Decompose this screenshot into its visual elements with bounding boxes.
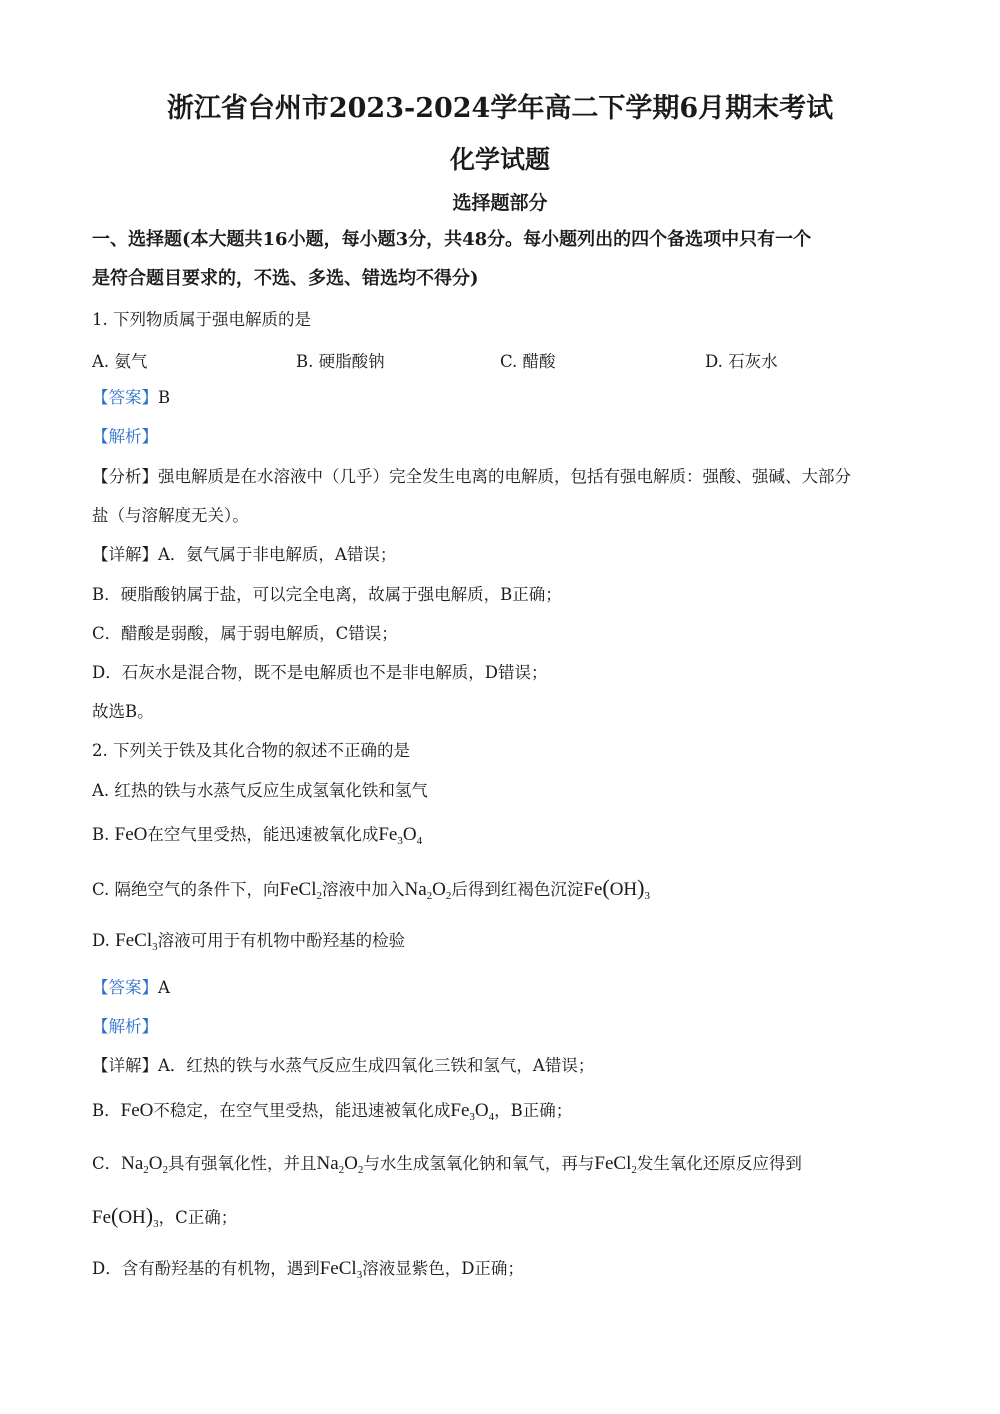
- option-b-text: 在空气里受热，能迅速被氧化成: [147, 825, 379, 844]
- part-title: 选择题部分: [452, 192, 548, 214]
- q2-option-b: [92, 824, 422, 846]
- q2-option-d: [92, 930, 405, 952]
- detail-b-suffix: ，B正确；: [494, 1101, 573, 1120]
- formula-fecl2: FeCl$_2$: [594, 1153, 637, 1176]
- q1-option-b: B. 硬脂酸钠: [296, 352, 385, 371]
- q1-answer: B: [158, 388, 171, 407]
- q1-option-c: C. 醋酸: [500, 352, 556, 371]
- q2-stem: 2. 下列关于铁及其化合物的叙述不正确的是: [92, 741, 410, 760]
- exam-title: 浙江省台州市2023-2024学年高二下学期6月期末考试: [166, 93, 834, 124]
- subject-title: 化学试题: [449, 145, 550, 174]
- q1-conclusion: 故选B。: [92, 702, 154, 721]
- q1-stem: 1. 下列物质属于强电解质的是: [92, 310, 311, 329]
- formula-fecl3: FeCl$_3$: [115, 930, 158, 953]
- detail-d-text-2: 溶液显紫色，D正确；: [362, 1259, 524, 1278]
- fenxi-text-1: 强电解质是在水溶液中（几乎）完全发生电离的电解质，包括有强电解质：强酸、强碱、大部分: [158, 467, 851, 486]
- q2-answer-row: [92, 977, 170, 999]
- q2-option-a: A. 红热的铁与水蒸气反应生成氢氧化铁和氢气: [92, 781, 428, 800]
- formula-fecl2: FeCl$_2$: [279, 879, 322, 902]
- detail-c-prefix: C．: [92, 1154, 122, 1173]
- formula-na2o2: $Na_2O_2$: [121, 1153, 169, 1176]
- formula-na2o2: $Na_2O_2$: [404, 879, 452, 902]
- q2-detail-b: [92, 1100, 572, 1122]
- q2-detail-a: [92, 1055, 594, 1077]
- answer-tag: 【答案】: [92, 388, 158, 407]
- detail-text-a: A．氨气属于非电解质，A错误；: [158, 545, 397, 564]
- q1-detail-c: C．醋酸是弱酸，属于弱电解质，C错误；: [92, 624, 398, 643]
- formula-fe3o4: $Fe_3O_4$: [378, 824, 423, 847]
- section-heading-line2: 是符合题目要求的，不选、多选、错选均不得分): [92, 268, 479, 289]
- formula-feoh3: $Fe(OH)_3$: [583, 875, 650, 902]
- q1-analysis-tag: 【解析】: [92, 427, 158, 446]
- option-c-text-1: C. 隔绝空气的条件下，向: [92, 880, 280, 899]
- q1-detail-d: D．石灰水是混合物，既不是电解质也不是非电解质，D错误；: [92, 663, 548, 682]
- q2-detail-d: [92, 1258, 524, 1280]
- answer-tag: 【答案】: [92, 978, 158, 997]
- q1-option-a: A. 氨气: [92, 352, 148, 371]
- q2-detail-c-line2: [92, 1205, 237, 1229]
- q1-detail-a: [92, 544, 396, 566]
- formula-fecl3: FeCl$_3$: [319, 1258, 363, 1281]
- detail-c-text-2: 与水生成氢氧化钠和氧气，再与: [363, 1154, 595, 1173]
- q2-detail-c-line1: [92, 1153, 802, 1175]
- formula-fe3o4: $Fe_3O_4$: [450, 1100, 495, 1123]
- option-letter: D.: [92, 931, 110, 950]
- formula-feo: FeO: [114, 824, 148, 845]
- fenxi-tag: 【分析】: [92, 467, 158, 486]
- formula-na2o2: $Na_2O_2$: [316, 1153, 364, 1176]
- formula-feoh3: $Fe(OH)_3$: [92, 1203, 159, 1230]
- q1-option-d: D. 石灰水: [705, 352, 778, 371]
- formula-feo: FeO: [120, 1100, 154, 1121]
- detail-d-text-1: D．含有酚羟基的有机物，遇到: [92, 1259, 320, 1278]
- detail-tag: 【详解】: [92, 1056, 158, 1075]
- option-letter: B.: [92, 825, 110, 844]
- detail-text-a: A．红热的铁与水蒸气反应生成四氧化三铁和氢气，A错误；: [158, 1056, 595, 1075]
- detail-tag: 【详解】: [92, 545, 158, 564]
- detail-c-text-1: 具有强氧化性，并且: [168, 1154, 317, 1173]
- q2-answer: A: [158, 978, 170, 997]
- q1-answer-row: [92, 387, 170, 409]
- q2-analysis-tag: 【解析】: [92, 1017, 158, 1036]
- q1-detail-b: B．硬脂酸钠属于盐，可以完全电离，故属于强电解质，B正确；: [92, 585, 562, 604]
- option-c-text-3: 后得到红褐色沉淀: [451, 880, 584, 899]
- q1-fenxi-line1: [92, 466, 851, 488]
- detail-b-text: 不稳定，在空气里受热，能迅速被氧化成: [153, 1101, 451, 1120]
- detail-c-text-3: 发生氧化还原反应得到: [636, 1154, 802, 1173]
- section-heading-line1: 一、选择题(本大题共16小题，每小题3分，共48分。每小题列出的四个备选项中只有一个: [92, 229, 812, 250]
- option-d-text: 溶液可用于有机物中酚羟基的检验: [157, 931, 406, 950]
- option-c-text-2: 溶液中加入: [321, 880, 405, 899]
- detail-c-suffix: ，C正确；: [158, 1208, 238, 1227]
- q1-fenxi-line2: 盐（与溶解度无关）。: [92, 506, 249, 525]
- q2-option-c: [92, 877, 650, 901]
- detail-b-prefix: B．: [92, 1101, 121, 1120]
